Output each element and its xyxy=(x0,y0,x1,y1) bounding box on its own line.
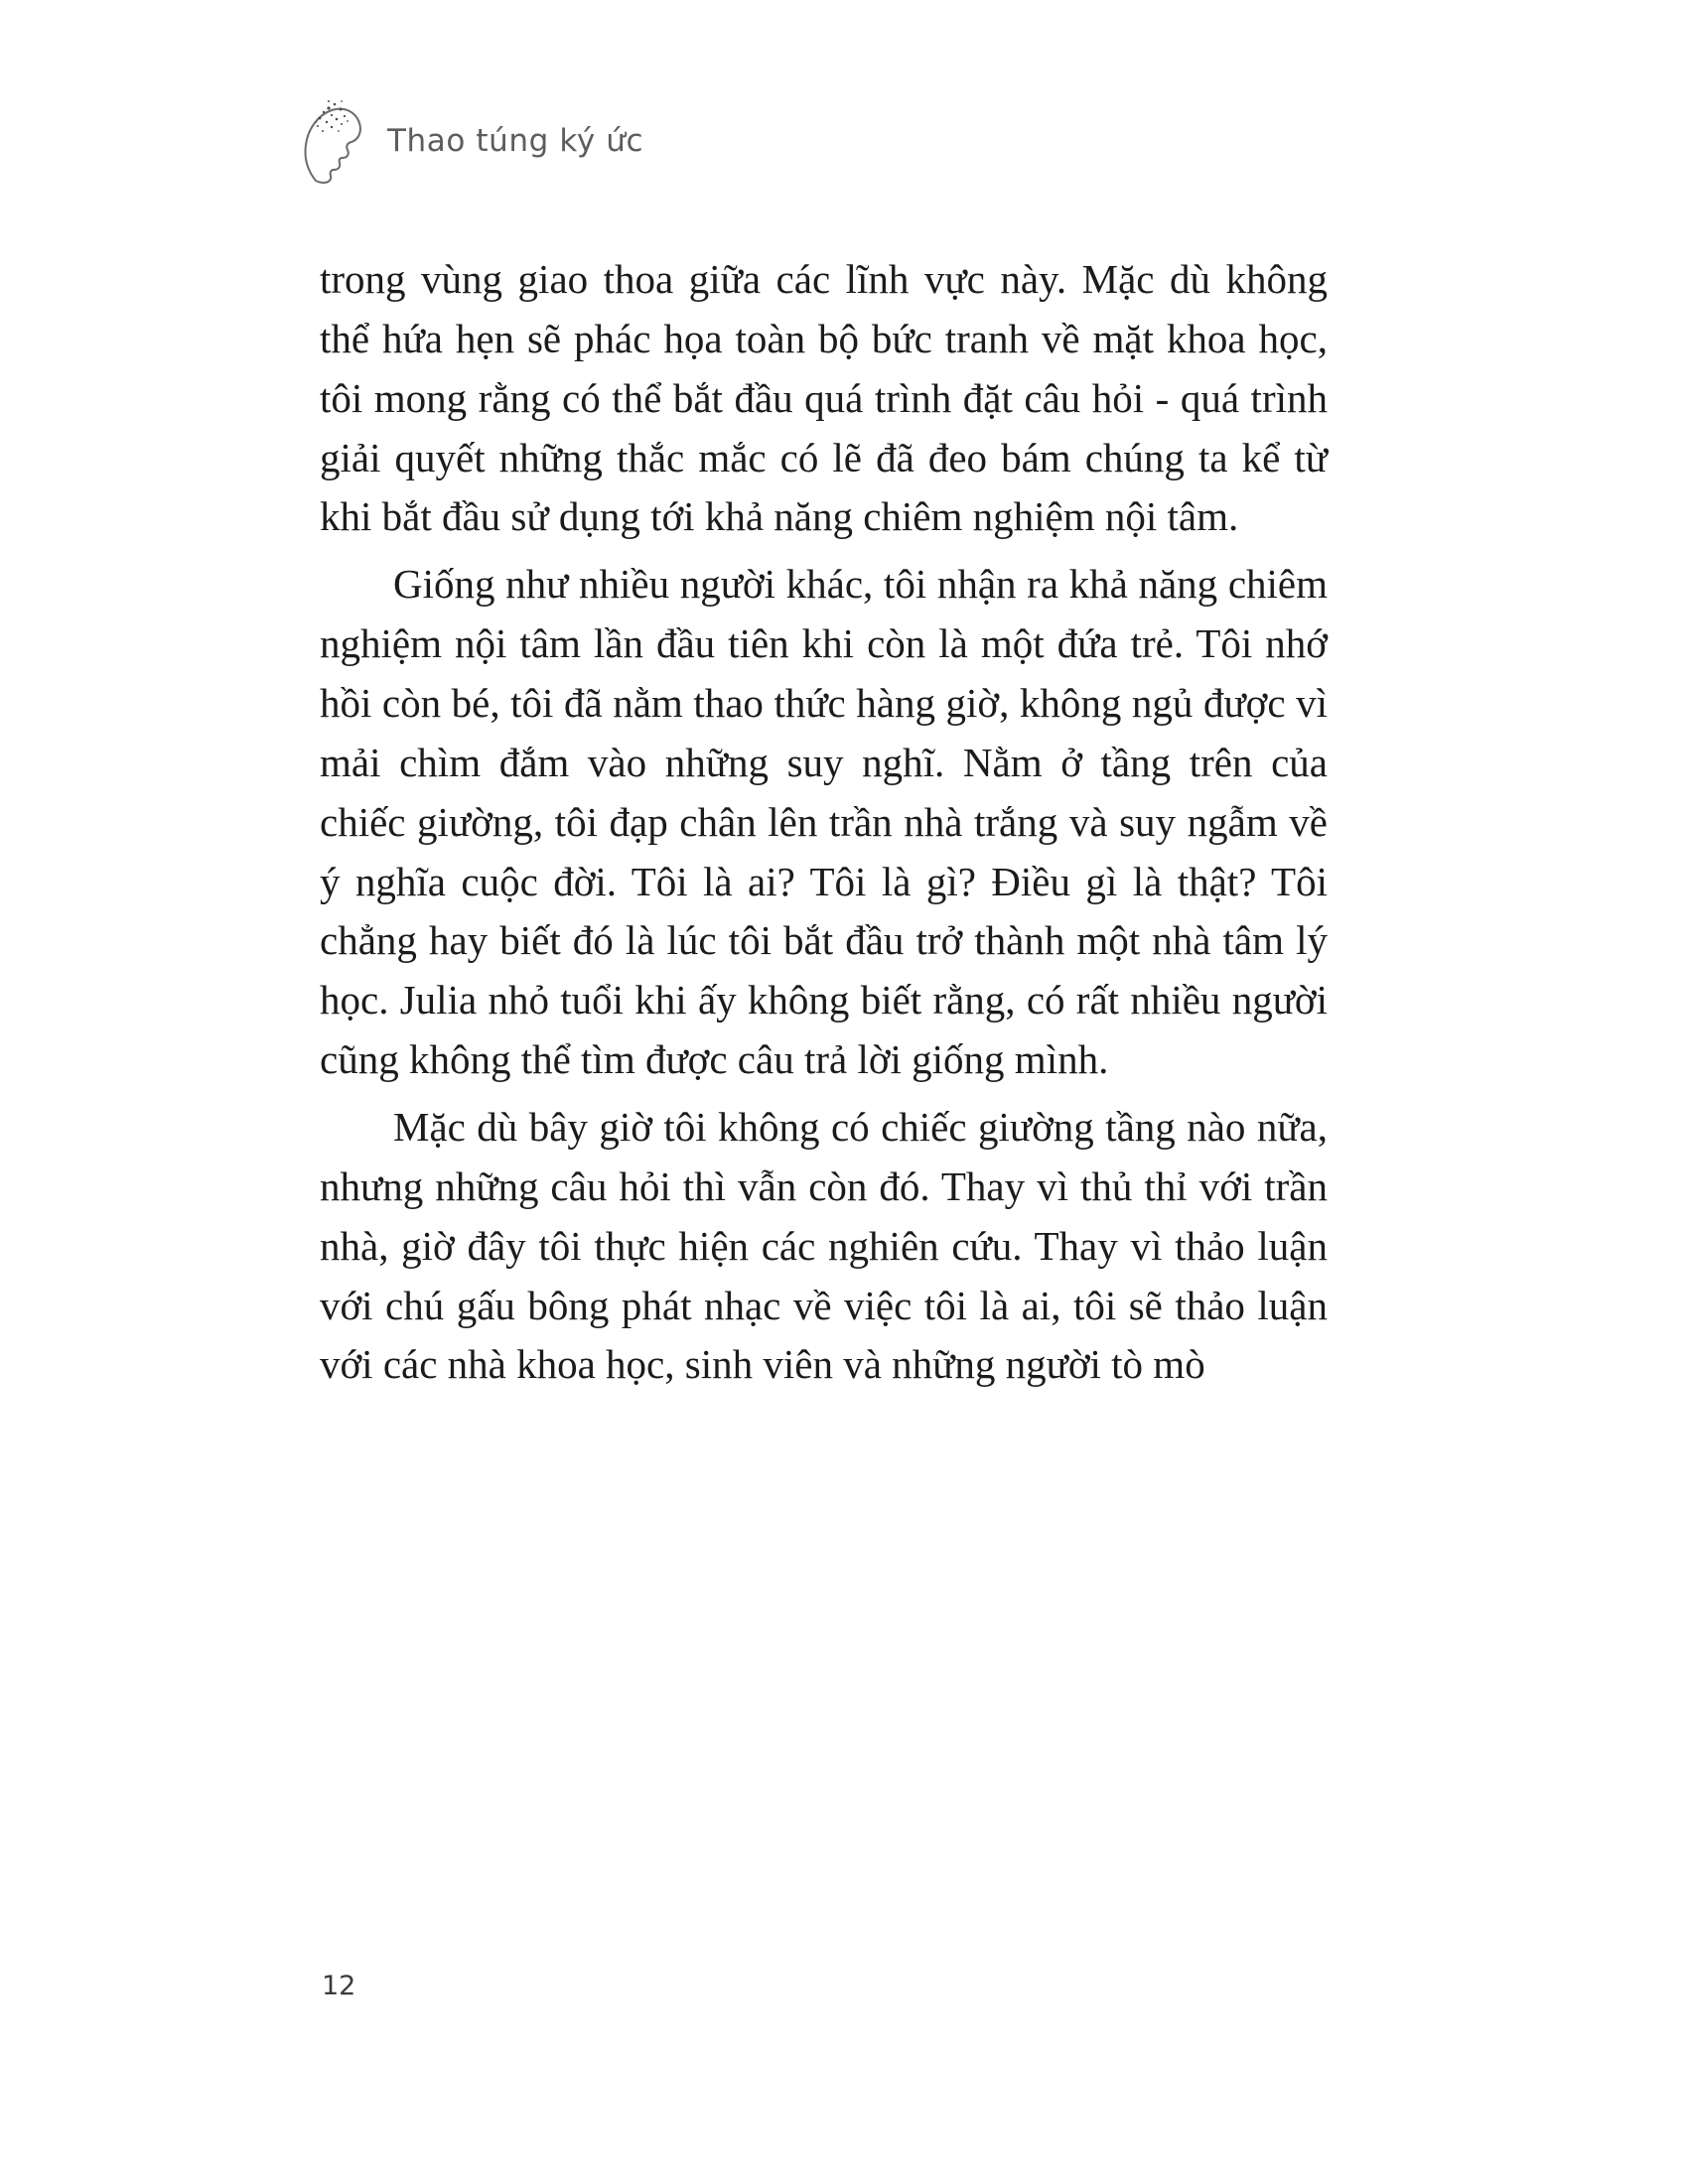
running-head-title: Thao túng ký ức xyxy=(387,123,644,159)
body-text-column xyxy=(320,250,1328,1395)
page-number: 12 xyxy=(322,1971,356,2001)
head-silhouette-icon xyxy=(298,95,365,187)
running-head xyxy=(298,95,643,187)
paragraph: Giống như nhiều người khác, tôi nhận ra khả năng chiêm nghiệm nội tâm lần đầu tiên khi còn là một đứa trẻ. Tôi nhớ hồi còn bé, tôi đã nằm thao thức hàng giờ, không ngủ được vì mải chìm đắm vào những suy nghĩ. Nằm ở tầng trên của chiếc giường, tôi đạp chân lên trần nhà trắng và suy ngẫm về ý nghĩa cuộc đời. Tôi là ai? Tôi là gì? Điều gì là thật? Tôi chẳng hay biết đó là lúc tôi bắt đầu trở thành một nhà tâm lý học. Julia nhỏ tuổi khi ấy không biết rằng, có rất nhiều người cũng không thể tìm được câu trả lời giống mình. xyxy=(320,561,1328,1083)
paragraph: Mặc dù bây giờ tôi không có chiếc giường tầng nào nữa, nhưng những câu hỏi thì vẫn còn đó. Thay vì thủ thỉ với trần nhà, giờ đây tôi thực hiện các nghiên cứu. Thay vì thảo luận với chú gấu bông phát nhạc về việc tôi là ai, tôi sẽ thảo luận với các nhà khoa học, sinh viên và những người tò mò xyxy=(320,1104,1328,1388)
paragraph: trong vùng giao thoa giữa các lĩnh vực này. Mặc dù không thể hứa hẹn sẽ phác họa toàn bộ bức tranh về mặt khoa học, tôi mong rằng có thể bắt đầu quá trình đặt câu hỏi - quá trình giải quyết những thắc mắc có lẽ đã đeo bám chúng ta kể từ khi bắt đầu sử dụng tới khả năng chiêm nghiệm nội tâm. xyxy=(320,256,1328,540)
